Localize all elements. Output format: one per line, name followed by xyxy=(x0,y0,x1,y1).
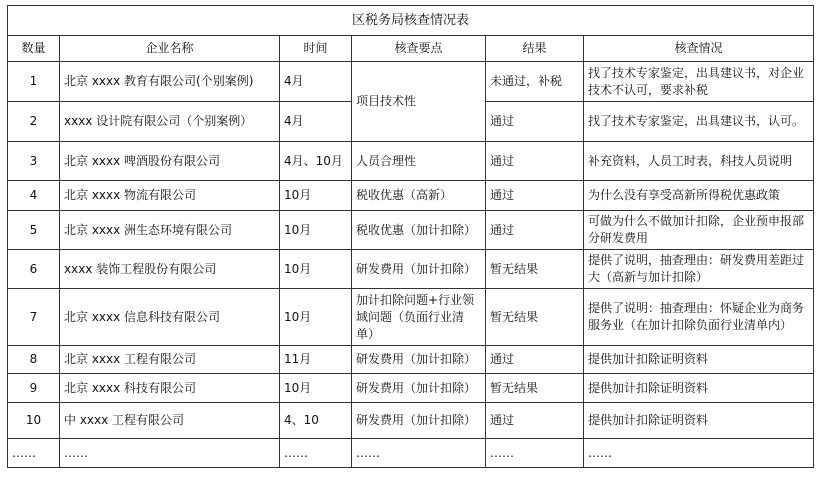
row-company: xxxx 设计院有限公司（个别案例） xyxy=(60,102,280,142)
row-point: 加计扣除问题+行业领域问题（负面行业清单） xyxy=(352,289,486,346)
row-num: 1 xyxy=(8,62,60,102)
row-time: 10月 xyxy=(280,374,352,403)
row-detail: 提供加计扣除证明资料 xyxy=(584,403,814,439)
ellipsis-cell: …… xyxy=(486,439,584,468)
row-company: 北京 xxxx 教育有限公司(个别案例) xyxy=(60,62,280,102)
row-num: 6 xyxy=(8,250,60,289)
ellipsis-row xyxy=(8,439,814,468)
row-num: 2 xyxy=(8,102,60,142)
row-company: 北京 xxxx 科技有限公司 xyxy=(60,374,280,403)
row-time: 4、10 xyxy=(280,403,352,439)
row-result: 通过 xyxy=(486,211,584,250)
row-result: 通过 xyxy=(486,102,584,142)
row-num: 10 xyxy=(8,403,60,439)
header-row xyxy=(8,36,814,62)
row-company: 北京 xxxx 工程有限公司 xyxy=(60,346,280,374)
ellipsis-cell: …… xyxy=(280,439,352,468)
row-detail: 找了技术专家鉴定，出具建议书，对企业技术不认可，要求补税 xyxy=(584,62,814,102)
header-point: 核查要点 xyxy=(352,36,486,62)
row-detail: 为什么没有享受高新所得税优惠政策 xyxy=(584,181,814,211)
row-detail: 提供加计扣除证明资料 xyxy=(584,374,814,403)
row-time: 10月 xyxy=(280,181,352,211)
row-result: 通过 xyxy=(486,181,584,211)
row-time: 10月 xyxy=(280,211,352,250)
ellipsis-cell: …… xyxy=(584,439,814,468)
ellipsis-cell: …… xyxy=(352,439,486,468)
table-row xyxy=(8,211,814,250)
header-detail: 核查情况 xyxy=(584,36,814,62)
table-row xyxy=(8,181,814,211)
table-row xyxy=(8,62,814,102)
row-point: 研发费用（加计扣除） xyxy=(352,374,486,403)
row-num: 7 xyxy=(8,289,60,346)
row-point: 人员合理性 xyxy=(352,142,486,181)
table-row xyxy=(8,374,814,403)
row-time: 4月 xyxy=(280,62,352,102)
row-time: 4月、10月 xyxy=(280,142,352,181)
row-detail: 补充资料，人员工时表，科技人员说明 xyxy=(584,142,814,181)
header-result: 结果 xyxy=(486,36,584,62)
row-point: 研发费用（加计扣除） xyxy=(352,346,486,374)
ellipsis-cell: …… xyxy=(60,439,280,468)
row-point: 项目技术性 xyxy=(352,62,486,142)
header-num: 数量 xyxy=(8,36,60,62)
row-num: 8 xyxy=(8,346,60,374)
row-detail: 提供了说明：抽查理由：怀疑企业为商务服务业（在加计扣除负面行业清单内） xyxy=(584,289,814,346)
row-point: 税收优惠（加计扣除） xyxy=(352,211,486,250)
row-result: 未通过，补税 xyxy=(486,62,584,102)
row-num: 9 xyxy=(8,374,60,403)
row-company: 北京 xxxx 啤酒股份有限公司 xyxy=(60,142,280,181)
row-time: 11月 xyxy=(280,346,352,374)
row-company: 中 xxxx 工程有限公司 xyxy=(60,403,280,439)
row-detail: 找了技术专家鉴定，出具建议书，认可。 xyxy=(584,102,814,142)
row-time: 10月 xyxy=(280,289,352,346)
ellipsis-cell: …… xyxy=(8,439,60,468)
row-company: 北京 xxxx 洲生态环境有限公司 xyxy=(60,211,280,250)
row-result: 暂无结果 xyxy=(486,250,584,289)
row-result: 暂无结果 xyxy=(486,374,584,403)
row-result: 通过 xyxy=(486,346,584,374)
row-time: 4月 xyxy=(280,102,352,142)
row-point: 研发费用（加计扣除） xyxy=(352,250,486,289)
row-detail: 提供加计扣除证明资料 xyxy=(584,346,814,374)
table-row xyxy=(8,346,814,374)
table-row xyxy=(8,289,814,346)
row-detail: 可做为什么不做加计扣除，企业预申报部分研发费用 xyxy=(584,211,814,250)
table-row xyxy=(8,250,814,289)
row-detail: 提供了说明，抽查理由：研发费用差距过大（高新与加计扣除） xyxy=(584,250,814,289)
row-num: 3 xyxy=(8,142,60,181)
row-result: 暂无结果 xyxy=(486,289,584,346)
table-title: 区税务局核查情况表 xyxy=(8,6,814,36)
row-company: 北京 xxxx 信息科技有限公司 xyxy=(60,289,280,346)
row-num: 4 xyxy=(8,181,60,211)
row-time: 10月 xyxy=(280,250,352,289)
row-point: 研发费用（加计扣除） xyxy=(352,403,486,439)
header-time: 时间 xyxy=(280,36,352,62)
header-company: 企业名称 xyxy=(60,36,280,62)
row-result: 通过 xyxy=(486,403,584,439)
inspection-table xyxy=(7,5,814,468)
table-row xyxy=(8,403,814,439)
row-result: 通过 xyxy=(486,142,584,181)
row-num: 5 xyxy=(8,211,60,250)
table-row xyxy=(8,142,814,181)
row-company: 北京 xxxx 物流有限公司 xyxy=(60,181,280,211)
row-point: 税收优惠（高新） xyxy=(352,181,486,211)
row-company: xxxx 装饰工程股份有限公司 xyxy=(60,250,280,289)
